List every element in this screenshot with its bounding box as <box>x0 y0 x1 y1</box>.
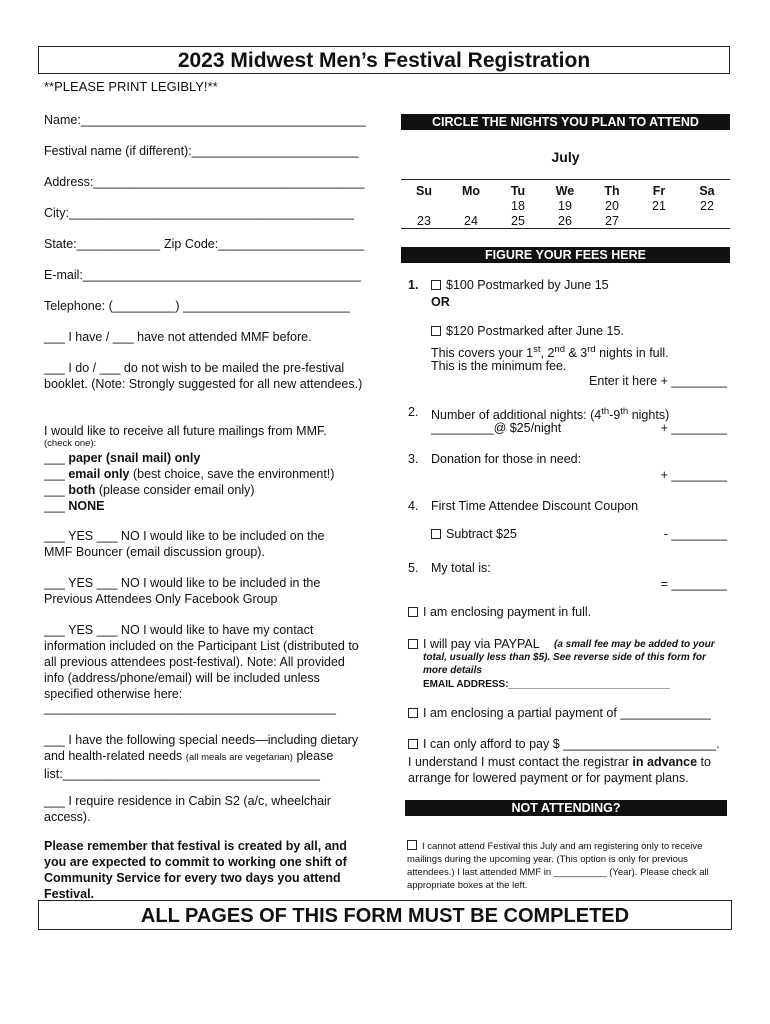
ordinal: st <box>533 344 541 355</box>
future-mailings-lead: I would like to receive all future mailings from MMF. <box>44 424 327 438</box>
blank: ___ <box>44 499 65 513</box>
fee-option-120-label: $120 Postmarked after June 15. <box>446 324 624 338</box>
state-field[interactable]: State:____________ <box>44 237 161 251</box>
fee-step-2-number: 2. <box>408 405 419 419</box>
checkbox[interactable] <box>431 529 441 539</box>
ordinal: nd <box>554 344 565 355</box>
additional-text: -9 <box>609 408 621 423</box>
ordinal: rd <box>587 344 596 355</box>
in-advance: in advance <box>632 755 698 769</box>
checkbox[interactable] <box>408 639 418 649</box>
date-1: 20 <box>605 199 619 213</box>
email-label: email only <box>68 467 130 481</box>
checkbox[interactable] <box>431 280 441 290</box>
both-note: (please consider email only) <box>95 483 255 497</box>
blank: ___ <box>44 451 65 465</box>
special-needs-list: please list:_____________________________________ <box>44 749 334 781</box>
date-2 <box>684 214 730 229</box>
fee-step-3-number: 3. <box>408 452 419 466</box>
mailing-option-none[interactable] <box>44 498 104 514</box>
day-mo[interactable] <box>448 184 494 229</box>
base-fee-entry[interactable]: Enter it here + ________ <box>589 374 727 388</box>
ordinal: th <box>620 406 629 417</box>
date-1: 19 <box>558 199 572 213</box>
covers-text: & 3 <box>565 346 588 361</box>
registrar-text: I understand I must contact the registrar <box>408 755 633 769</box>
none-label: NONE <box>68 499 105 513</box>
city-field[interactable]: City:_________________________________________ <box>44 206 355 220</box>
festival-name-field[interactable]: Festival name (if different):________________________ <box>44 144 359 158</box>
address-field[interactable]: Address:_______________________________________ <box>44 175 365 189</box>
page-title: 2023 Midwest Men’s Festival Registration <box>38 46 730 74</box>
paper-label: paper (snail mail) only <box>68 451 201 465</box>
subtract-label: Subtract $25 <box>446 527 517 541</box>
covers-text: , 2 <box>540 346 555 361</box>
ordinal: th <box>601 406 610 417</box>
day-su[interactable] <box>401 184 447 229</box>
fee-option-100-label: $100 Postmarked by June 15 <box>446 278 609 292</box>
date-1 <box>401 199 447 214</box>
partial-payment-label: I am enclosing a partial payment of _____________ <box>423 706 711 720</box>
mailing-option-paper[interactable] <box>44 450 200 466</box>
checkbox[interactable] <box>407 840 417 850</box>
bouncer-question[interactable]: ___ YES ___ NO I would like to be included on the MMF Bouncer (email discussion group). <box>44 529 325 559</box>
fee-step-5-number: 5. <box>408 561 419 575</box>
additional-text: Number of additional nights: (4 <box>431 408 602 423</box>
date-1: 21 <box>652 199 666 213</box>
zip-field[interactable]: Zip Code:_____________________ <box>164 237 365 251</box>
vegetarian-note: (all meals are vegetarian) <box>185 752 293 763</box>
coupon-label: First Time Attendee Discount Coupon <box>431 499 639 513</box>
covers-text: This covers your 1 <box>431 346 534 361</box>
booklet-question[interactable]: ___ I do / ___ do not wish to be mailed the pre-festival booklet. (Note: Strongly suggested for all new attendees.) <box>44 361 363 391</box>
day-name: Tu <box>510 184 526 198</box>
date-1: 22 <box>700 199 714 213</box>
mailing-option-both[interactable] <box>44 482 255 498</box>
day-we[interactable] <box>542 184 588 229</box>
fees-header: FIGURE YOUR FEES HERE <box>401 247 730 263</box>
coupon-amount[interactable]: - ________ <box>663 527 727 541</box>
fee-option-120[interactable] <box>431 323 624 339</box>
email-note: (best choice, save the environment!) <box>129 467 335 481</box>
afford-label: I can only afford to pay $ ______________________. <box>423 737 720 751</box>
both-label: both <box>68 483 96 497</box>
day-name: Fr <box>652 184 666 198</box>
day-name: Mo <box>461 184 481 198</box>
fee-step-1-number: 1. <box>408 278 419 292</box>
checkbox[interactable] <box>431 326 441 336</box>
total-label: My total is: <box>431 561 491 575</box>
pay-in-full-option[interactable] <box>408 604 591 620</box>
registrar-text: to arrange for lowered payment or for payment plans. <box>408 755 711 785</box>
afford-option[interactable] <box>408 736 720 752</box>
nights-calendar <box>401 179 730 229</box>
date-2: 25 <box>511 214 525 228</box>
attended-question[interactable]: ___ I have / ___ have not attended MMF before. <box>44 330 312 344</box>
month-label: July <box>551 149 580 165</box>
email-field[interactable]: E-mail:________________________________________ <box>44 268 361 282</box>
cabin-question[interactable]: ___ I require residence in Cabin S2 (a/c, wheelchair access). <box>44 794 331 824</box>
participant-list-question[interactable]: ___ YES ___ NO I would like to have my contact information included on the Participant List (distributed to all previous attendees post-festival). Note: All provided info (address/phone/email) will be included unless specified otherwise here: <box>44 623 359 701</box>
day-th[interactable] <box>589 184 635 229</box>
total-amount[interactable]: = ________ <box>660 577 727 591</box>
fee-step-4-number: 4. <box>408 499 419 513</box>
date-2: 27 <box>605 214 619 228</box>
checkbox[interactable] <box>408 739 418 749</box>
date-2: 23 <box>417 214 431 228</box>
day-name: Su <box>416 184 432 198</box>
not-attending-option[interactable] <box>407 840 727 892</box>
partial-payment-option[interactable] <box>408 705 711 721</box>
minimum-fee-note: This is the minimum fee. <box>431 359 567 373</box>
nights-header: CIRCLE THE NIGHTS YOU PLAN TO ATTEND <box>401 114 730 130</box>
day-sa[interactable] <box>684 184 730 229</box>
donation-label: Donation for those in need: <box>431 452 582 466</box>
additional-nights-entry[interactable]: _________@ $25/night <box>431 421 562 435</box>
date-2 <box>636 214 682 229</box>
blank: ___ <box>44 483 65 497</box>
registrar-note <box>408 754 726 786</box>
paypal-note: (a small fee may be added to your total, usually less than $5). See reverse side of this form for more details <box>423 639 715 676</box>
day-tu[interactable] <box>495 184 541 229</box>
additional-nights-amount[interactable]: + ________ <box>660 421 727 435</box>
day-name: We <box>555 184 575 198</box>
paypal-email-field[interactable]: EMAIL ADDRESS:_____________________________ <box>423 679 670 690</box>
day-fr[interactable] <box>636 184 682 229</box>
paypal-label: I will pay via PAYPAL <box>423 637 540 651</box>
check-one-note: (check one): <box>44 438 97 449</box>
mailing-option-email[interactable] <box>44 466 334 482</box>
day-name: Sa <box>699 184 715 198</box>
covers-text: nights in full. <box>595 346 669 361</box>
date-1: 18 <box>511 199 525 213</box>
day-name: Th <box>604 184 620 198</box>
telephone-field[interactable]: Telephone: (_________) ________________________ <box>44 299 350 313</box>
print-note: **PLEASE PRINT LEGIBLY!** <box>44 79 218 94</box>
footer-notice: ALL PAGES OF THIS FORM MUST BE COMPLETED <box>38 900 732 930</box>
or-label: OR <box>431 295 450 309</box>
date-2: 24 <box>464 214 478 228</box>
donation-amount[interactable]: + ________ <box>660 468 727 482</box>
not-attending-text: I cannot attend Festival this July and am registering only to receive mailings during the upcoming year. (This option is only for previous attendees.) I last attended MMF in __________ (Year). Please check all appropriate boxes at the left. <box>407 841 709 891</box>
special-needs-text: ___ I have the following special needs—including dietary and health-related needs <box>44 733 359 763</box>
facebook-question[interactable]: ___ YES ___ NO I would like to be included in the Previous Attendees Only Facebook Group <box>44 576 321 606</box>
not-attending-header: NOT ATTENDING? <box>405 800 727 816</box>
subtract-coupon[interactable] <box>431 526 517 542</box>
participant-list-line[interactable]: __________________________________________ <box>44 701 336 715</box>
blank: ___ <box>44 467 65 481</box>
date-1 <box>448 199 494 214</box>
special-needs-question[interactable] <box>44 732 366 782</box>
checkbox[interactable] <box>408 708 418 718</box>
date-2: 26 <box>558 214 572 228</box>
additional-text: nights) <box>628 408 670 423</box>
name-field[interactable]: Name:_________________________________________ <box>44 113 366 127</box>
community-service-note: Please remember that festival is created by all, and you are expected to commit to working one shift of Community Service for every two days you attend Festival. <box>44 839 347 901</box>
fee-option-100[interactable] <box>431 277 609 293</box>
checkbox[interactable] <box>408 607 418 617</box>
pay-in-full-label: I am enclosing payment in full. <box>423 605 592 619</box>
